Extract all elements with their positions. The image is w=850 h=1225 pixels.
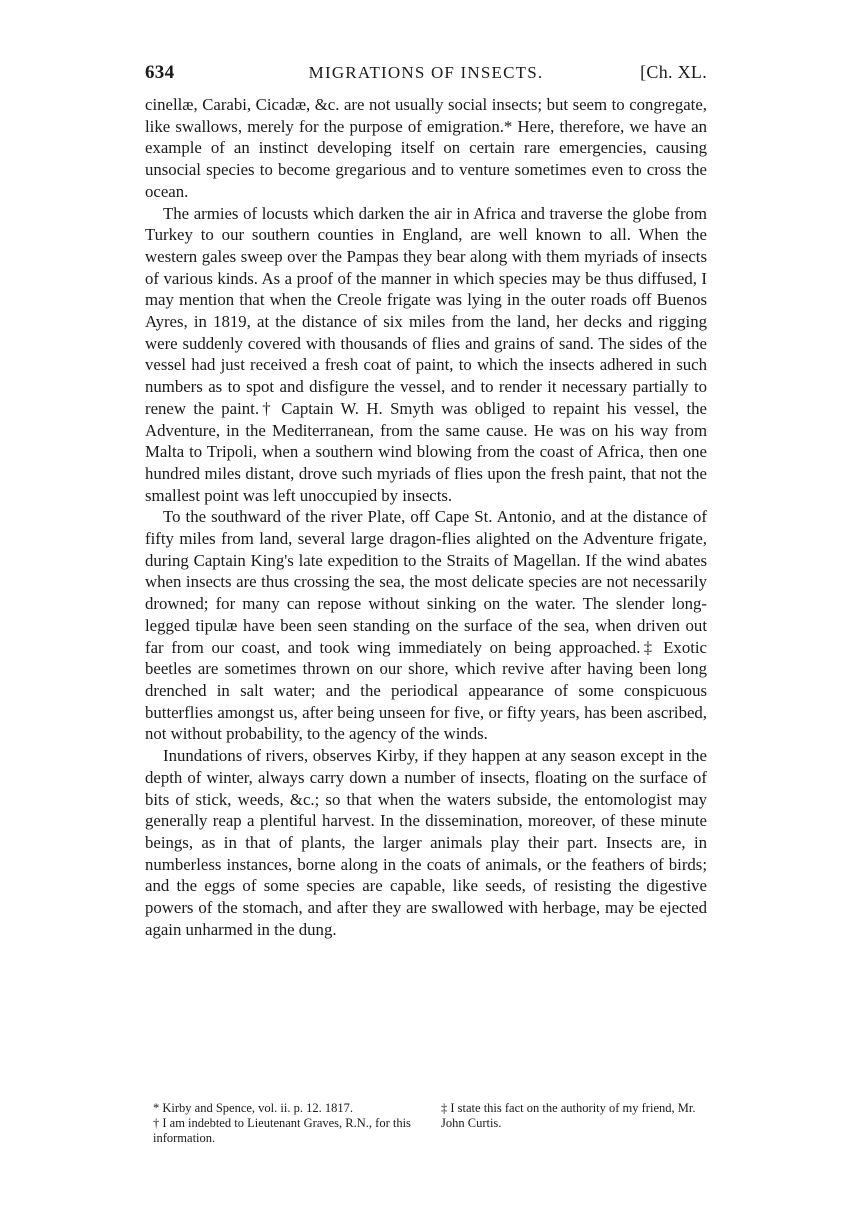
paragraph: The armies of locusts which darken the air in Africa and traverse the globe from Turkey to our southern counties in England, are well known to all. When the western gales sweep over the Pampas they bear along with them myriads of insects of various kinds. As a proof of the manner in which species may be thus diffused, I may mention that when the Creole frigate was lying in the outer roads off Buenos Ayres, in 1819, at the distance of six miles from the land, her decks and rigging were suddenly covered with thousands of flies and grains of sand. The sides of the vessel had just received a fresh coat of paint, to which the insects adhered in such numbers as to spot and disfigure the vessel, and to render it necessary partially to renew the paint.† Captain W. H. Smyth was obliged to repaint his vessel, the Adventure, in the Mediterranean, from the same cause. He was on his way from Malta to Tripoli, when a southern wind blowing from the coast of Africa, then one hundred miles distant, drove such myriads of flies upon the fresh paint, that not the smallest point was left unoccupied by insects. bbox=[145, 203, 707, 505]
chapter-label: [Ch. XL. bbox=[640, 62, 707, 82]
footnote: * Kirby and Spence, vol. ii. p. 12. 1817. bbox=[153, 1101, 353, 1115]
footnotes-left-column bbox=[153, 1101, 431, 1146]
body-text bbox=[145, 94, 707, 940]
footnotes-right-column bbox=[441, 1101, 711, 1131]
paragraph: To the southward of the river Plate, off Cape St. Antonio, and at the distance of fifty miles from land, several large dragon-flies alighted on the Adventure frigate, during Captain King's late expedition to the Straits of Magellan. If the wind abates when insects are thus crossing the sea, the most delicate species are not necessarily drowned; for many can repose without sinking on the water. The slender long-legged tipulæ have been seen standing on the surface of the sea, when driven out far from our coast, and took wing immediately on being approached.‡ Exotic beetles are sometimes thrown on our shore, which revive after having been long drenched in salt water; and the periodical appearance of some conspicuous butterflies amongst us, after being unseen for five, or fifty years, has been ascribed, not without probability, to the agency of the winds. bbox=[145, 507, 707, 744]
page-header bbox=[145, 62, 707, 90]
running-title: MIGRATIONS OF INSECTS. bbox=[308, 63, 544, 82]
footnote: ‡ I state this fact on the authority of my friend, Mr. John Curtis. bbox=[441, 1101, 696, 1130]
footnote: † I am indebted to Lieutenant Graves, R.N., for this information. bbox=[153, 1116, 411, 1145]
page-number: 634 bbox=[145, 62, 175, 83]
paragraph: cinellæ, Carabi, Cicadæ, &c. are not usually social insects; but seem to congregate, like swallows, merely for the purpose of emigration.* Here, therefore, we have an example of an instinct developing itself on certain rare emergencies, causing unsocial species to become gregarious and to venture sometimes even to cross the ocean. bbox=[145, 95, 707, 201]
paragraph: Inundations of rivers, observes Kirby, if they happen at any season except in the depth of winter, always carry down a number of insects, floating on the surface of bits of stick, weeds, &c.; so that when the waters subside, the entomologist may generally reap a plentiful harvest. In the dissemination, moreover, of these minute beings, as in that of plants, the larger animals play their part. Insects are, in numberless instances, borne along in the coats of animals, or the feathers of birds; and the eggs of some species are capable, like seeds, of resisting the digestive powers of the stomach, and after they are swallowed with herbage, may be ejected again unharmed in the dung. bbox=[145, 746, 707, 939]
